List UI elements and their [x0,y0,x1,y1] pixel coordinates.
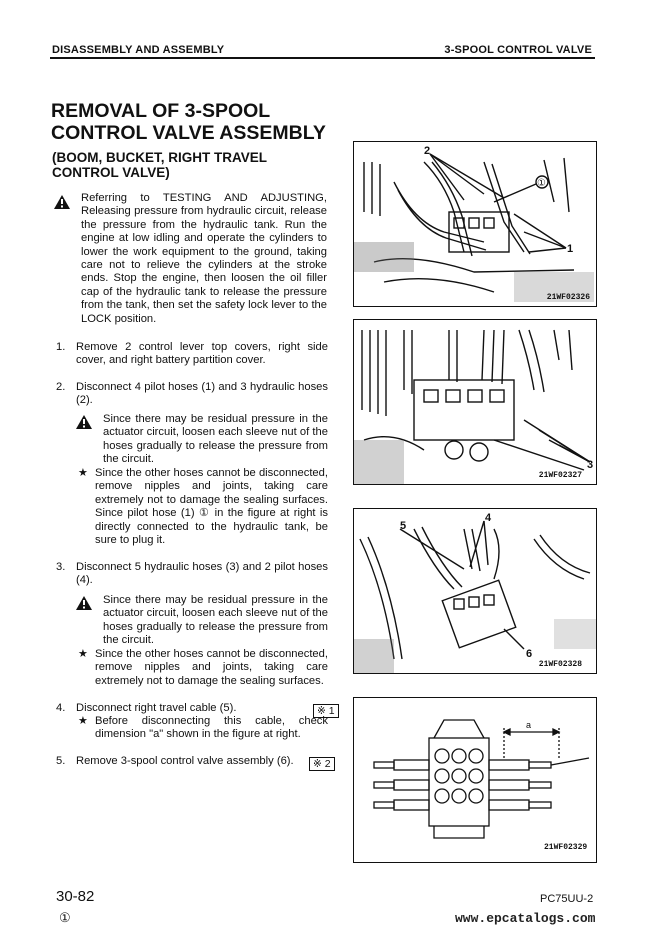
step-number: 2. [56,381,66,393]
step-note-text: Since the other hoses cannot be disconnected, remove nipples and joints, taking care extremely not to damage the sealing surfaces. Since pilot hose (1) ① in the figure at right is directly connected to the hydraulic tank, be sure to plug it. [95,467,328,547]
intro-warning-text: Referring to TESTING AND ADJUSTING, Releasing pressure from hydraulic circuit, release the pressure from the hydraulic tank. Run the engine at low idling and operate the cylinders to lower the work equipment to the ground, taking care not to relieve the cylinders at the stroke ends. Stop the engine, then loosen the oil filler cap of the hydraulic tank to release the pressure from the tank, then set the safety lock lever to the LOCK position. [81,192,327,325]
callout-label: 6 [526,648,533,660]
figure-code: 21WF02329 [544,843,588,852]
reference-label: ※ 2 [309,757,335,771]
callout-label: 2 [424,145,431,157]
step-warning-text: Since there may be residual pressure in the actuator circuit, loosen each sleeve nut of the hoses gradually to release the pressure from the circuit. [103,413,328,466]
callout-label: 3 [587,459,594,471]
dimension-label: a [526,720,532,730]
page-number: 30-82 [56,888,95,905]
figure-valve-diagram [353,697,597,863]
step-warning-text: Since there may be residual pressure in the actuator circuit, loosen each sleeve nut of the hoses gradually to release the pressure from the circuit. [103,594,328,647]
header-rule [50,57,595,59]
callout-label: 1 [567,243,574,255]
callout-label: 4 [485,512,492,524]
warning-icon [76,415,92,434]
step-number: 5. [56,755,66,767]
revision-mark: ① [59,910,71,925]
figure-code: 21WF02326 [546,293,590,302]
figure-travel-cable [353,508,597,674]
figure-hoses-pilot [353,141,597,307]
step-note-text: Before disconnecting this cable, check dimension "a" shown in the figure at right. [95,715,328,741]
step-text: Remove 2 control lever top covers, right side cover, and right battery partition cover. [76,341,328,367]
step-text: Disconnect 4 pilot hoses (1) and 3 hydraulic hoses (2). [76,381,328,407]
watermark-url[interactable]: www.epcatalogs.com [455,911,596,926]
page-subtitle: (BOOM, BUCKET, RIGHT TRAVEL CONTROL VALVE) [52,150,267,180]
step-number: 3. [56,561,66,573]
step-text: Disconnect right travel cable (5). [76,702,237,714]
page-title: REMOVAL OF 3-SPOOL CONTROL VALVE ASSEMBLY [51,100,326,144]
warning-icon [54,195,70,214]
header-chapter-title: 3-SPOOL CONTROL VALVE [444,44,592,56]
step-number: 1. [56,341,66,353]
reference-box [305,754,335,772]
warning-icon [76,596,92,615]
callout-label: 5 [400,520,407,532]
callout-label: ① [537,178,546,189]
step-note-text: Since the other hoses cannot be disconnected, remove nipples and joints, taking care extremely not to damage the sealing surfaces. [95,648,328,687]
step-number: 4. [56,702,66,714]
note-star-icon: ★ [78,467,88,479]
step-text: Disconnect 5 hydraulic hoses (3) and 2 pilot hoses (4). [76,561,328,587]
note-star-icon: ★ [78,648,88,660]
figure-hydraulic-hoses [353,319,597,485]
figure-code: 21WF02327 [538,471,582,480]
reference-label: ※ 1 [313,704,339,718]
figure-code: 21WF02328 [538,660,582,669]
model-number: PC75UU-2 [540,893,594,905]
header-section-title: DISASSEMBLY AND ASSEMBLY [52,44,225,56]
note-star-icon: ★ [78,715,88,727]
step-text: Remove 3-spool control valve assembly (6). [76,755,294,767]
